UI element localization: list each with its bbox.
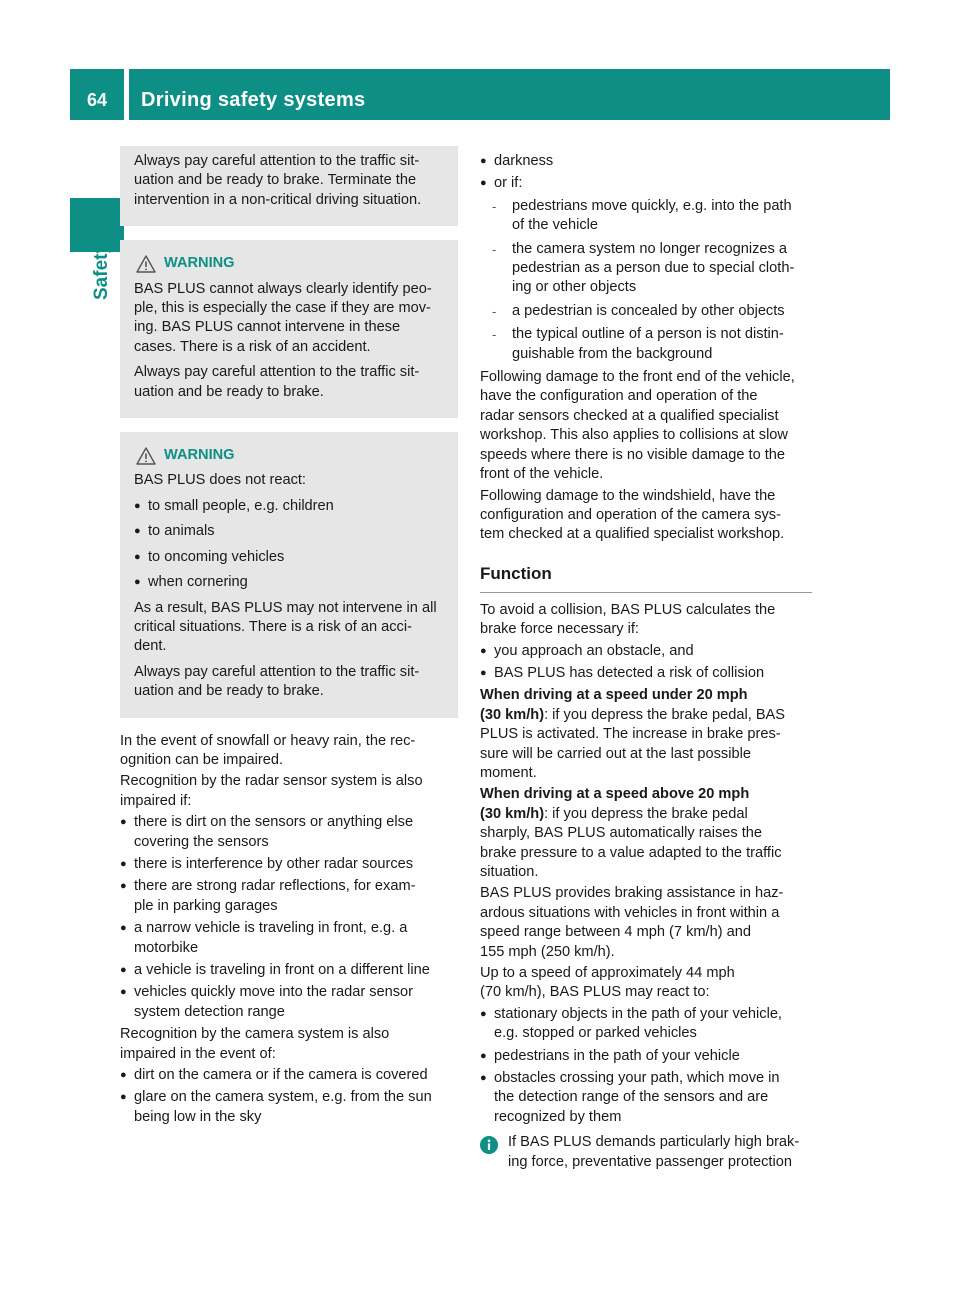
list-item: - the camera system no longer recognizes a pedestrian as a person due to special cloth- ing or other objects [492, 240, 795, 296]
function-heading: Function [480, 563, 812, 593]
list-item: ● there is dirt on the sensors or anything else covering the sensors [120, 814, 414, 850]
react-paragraph: Up to a speed of approximately 44 mph (70 km/h), BAS PLUS may react to: [480, 965, 735, 1001]
list-item: ● pedestrians in the path of your vehicle [480, 1047, 740, 1064]
under-20-mph-paragraph: When driving at a speed under 20 mph (30 km/h): if you depress the brake pedal, BAS PLUS is activated. The increase in brake pres- sure will be carried out at the last possible moment. [480, 687, 786, 781]
warning-triangle-icon [136, 447, 156, 465]
no-react-list [134, 497, 448, 593]
list-item: ● to animals [134, 523, 215, 540]
list-item: - the typical outline of a person is not distin- guishable from the background [492, 326, 784, 362]
info-icon [480, 1136, 498, 1154]
warning-heading [136, 446, 448, 465]
info-note [480, 1133, 812, 1172]
list-item: ● when cornering [134, 574, 248, 591]
list-item: ● to oncoming vehicles [134, 548, 285, 565]
function-conditions-list [480, 642, 812, 684]
list-item: ● or if: [480, 175, 523, 192]
info-text: If BAS PLUS demands particularly high brak- ing force, preventative passenger protection [508, 1134, 800, 1170]
list-item: ● dirt on the camera or if the camera is covered [120, 1067, 428, 1084]
list-item: ● glare on the camera system, e.g. from the sun being low in the sky [120, 1089, 432, 1125]
warning-box-no-react [120, 432, 458, 717]
page-number: 64 [86, 90, 108, 110]
attention-note-box [120, 146, 458, 226]
warning-intro: BAS PLUS does not react: [134, 472, 306, 489]
warning-title: WARNING [164, 255, 235, 272]
list-item: ● a vehicle is traveling in front on a different line [120, 962, 430, 978]
side-tab-label: Safety [91, 242, 112, 300]
list-item: ● there is interference by other radar sources [120, 855, 414, 872]
radar-recognition-paragraph: Recognition by the radar sensor system is also impaired if: [120, 773, 423, 809]
hazard-paragraph: BAS PLUS provides braking assistance in haz- ardous situations with vehicles in front within a speed range between 4 mph (7 km/h) and 155 mph (250 km/h). [480, 885, 784, 960]
list-item: ● vehicles quickly move into the radar sensor system detection range [120, 984, 414, 1020]
warning-heading [136, 254, 448, 273]
page-header-title: Driving safety systems [141, 89, 366, 111]
radar-impairment-list [120, 813, 458, 1022]
list-item: ● darkness [480, 153, 554, 169]
list-item: ● you approach an obstacle, and [480, 642, 694, 659]
camera-recognition-paragraph: Recognition by the camera system is also impaired in the event of: [120, 1026, 390, 1062]
list-item: ● a narrow vehicle is traveling in front, e.g. a motorbike [120, 920, 408, 956]
warning-paragraph: Always pay careful attention to the traffic sit- uation and be ready to brake. [134, 364, 420, 400]
warning-paragraph: BAS PLUS cannot always clearly identify peo- ple, this is especially the case if they are mov- ing. BAS PLUS cannot intervene in these cases. There is a risk of an accident. [134, 280, 432, 355]
list-item: ● stationary objects in the path of your vehicle, e.g. stopped or parked vehicles [480, 1005, 782, 1042]
warning-box-identify [120, 240, 458, 418]
front-damage-paragraph: Following damage to the front end of the vehicle, have the configuration and operation of the radar sensors checked at a qualified specialist workshop. This also applies to collisions at slow speeds where there is no visible damage to the front of the vehicle. [480, 369, 795, 483]
attention-note-text: Always pay careful attention to the traffic sit- uation and be ready to brake. Terminate the intervention in a non-critical driving situation. [134, 153, 422, 208]
snowfall-paragraph: In the event of snowfall or heavy rain, the rec- ognition can be impaired. [120, 732, 416, 768]
react-objects-list [480, 1005, 812, 1127]
warning-paragraph: As a result, BAS PLUS may not intervene in all critical situations. There is a risk of an acci- dent. [134, 599, 437, 655]
list-item: ● obstacles crossing your path, which move in the detection range of the sensors and are recognized by them [480, 1070, 780, 1125]
warning-paragraph: Always pay careful attention to the traffic sit- uation and be ready to brake. [134, 663, 420, 700]
list-item: - a pedestrian is concealed by other objects [492, 302, 785, 319]
right-column [480, 152, 812, 1172]
warning-triangle-icon [136, 255, 156, 273]
list-item: ● BAS PLUS has detected a risk of collision [480, 664, 765, 681]
left-column [120, 146, 458, 1130]
windshield-damage-paragraph: Following damage to the windshield, have the configuration and operation of the camera sys- tem checked at a qualified specialist workshop. [480, 487, 785, 543]
camera-impairment-list [120, 1066, 458, 1127]
list-item: ● to small people, e.g. children [134, 497, 334, 514]
above-20-mph-paragraph: When driving at a speed above 20 mph (30 km/h): if you depress the brake pedal sharply, BAS PLUS automatically raises the brake pressure to a value adapted to the traffic situation. [480, 786, 782, 880]
conditions-list [480, 152, 812, 194]
function-paragraph: To avoid a collision, BAS PLUS calculates the brake force necessary if: [480, 601, 776, 638]
list-item: ● there are strong radar reflections, for exam- ple in parking garages [120, 878, 416, 914]
pedestrian-conditions-list [480, 197, 812, 364]
warning-title: WARNING [164, 447, 235, 464]
list-item: - pedestrians move quickly, e.g. into the path of the vehicle [492, 197, 792, 234]
